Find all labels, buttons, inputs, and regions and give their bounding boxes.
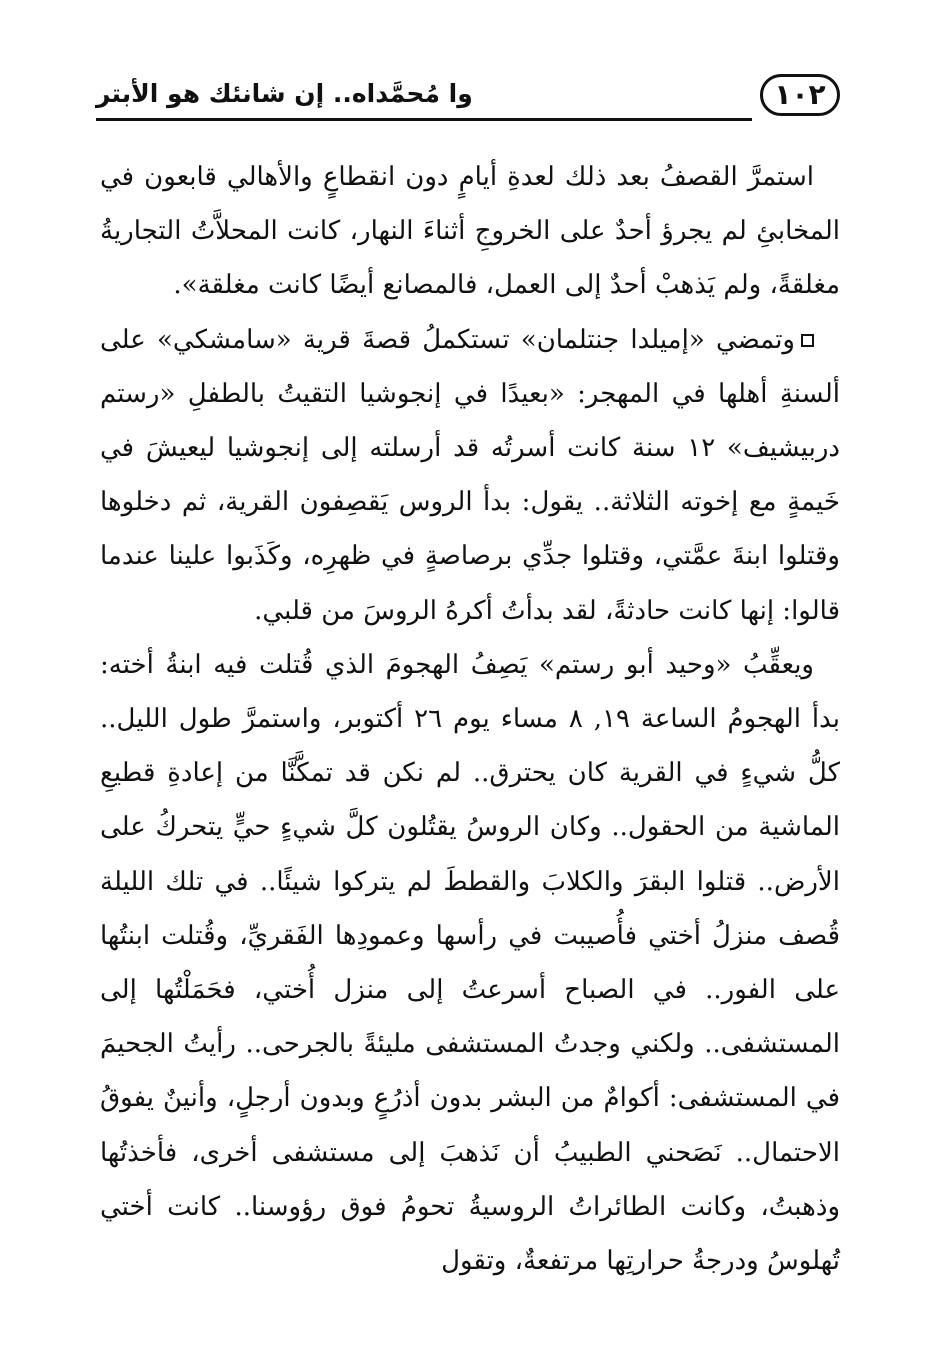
paragraph-text: وتمضي «إميلدا جنتلمان» تستكملُ قصةَ قرية «سامشكي» على ألسنةِ أهلها في المهجر: «بعيدًا في إنجوشيا التقيتُ بالطفلِ «رستم دربيشيف» ١٢ سنة كانت أسرتُه قد أرسلته إلى إنجوشيا ليعيشَ في خَيمةٍ مع إخوته الثلاثة.. يقول: بدأ الروس يَقصِفون القرية، ثم دخلوها وقتلوا ابنةَ عمَّتي، وقتلوا جدِّي برصاصةٍ في ظهرِه، وكَذَبوا علينا عندما قالوا: إنها كانت حادثةً، لقد بدأتُ أكرهُ الروسَ من قلبي.	[100, 324, 840, 626]
paragraph	[100, 313, 840, 638]
book-title: وا مُحمَّداه.. إن شانئك هو الأبتر	[96, 79, 473, 108]
running-header	[96, 66, 840, 126]
paragraph-text: استمرَّ القصفُ بعد ذلك لعدةِ أيامٍ دون انقطاعٍ والأهالي قابعون في المخابئِ لم يجرؤ أحدٌ على الخروجِ أثناءَ النهار، كانت المحلاَّتُ التجاريةُ مغلقةً، ولم يَذهبْ أحدٌ إلى العمل، فالمصانع أيضًا كانت مغلقة».	[100, 162, 840, 301]
paragraph	[100, 150, 840, 313]
header-rule	[96, 118, 752, 121]
paragraph	[100, 638, 840, 1288]
page-number-frame	[760, 74, 840, 116]
section-marker-icon	[801, 334, 814, 347]
page-number: ١٠٢	[774, 78, 826, 111]
paragraph-text: ويعقِّبُ «وحيد أبو رستم» يَصِفُ الهجومَ الذي قُتلت فيه ابنةُ أخته: بدأ الهجومُ الساعة ١٩, ٨ مساء يوم ٢٦ أكتوبر، واستمرَّ طول الليل.. كلُّ شيءٍ في القرية كان يحترق.. لم نكن قد تمكَّنَّا من إعادةِ قطيعِ الماشية من الحقول.. وكان الروسُ يقتُلون كلَّ شيءٍ حيٍّ يتحركُ على الأرض.. قتلوا البقرَ والكلابَ والقططَ لم يتركوا شيئًا.. في تلك الليلة قُصف منزلُ أختي فأُصيبت في رأسها وعمودِها الفَقريِّ، وقُتلت ابنتُها على الفور.. في الصباح أسرعتُ إلى منزل أُختي، فحَمَلْتُها إلى المستشفى.. ولكني وجدتُ المستشفى مليئةً بالجرحى.. رأيتُ الجحيمَ في المستشفى: أكوامٌ من البشر بدون أذرُعٍ وبدون أرجلٍ، وأنينٌ يفوقُ الاحتمال.. نَصَحني الطبيبُ أن نَذهبَ إلى مستشفى أخرى، فأخذتُها وذهبتُ، وكانت الطائراتُ الروسيةُ تحومُ فوق رؤوسنا.. كانت أختي تُهلوسُ ودرجةُ حرارتِها مرتفعةٌ، وتقول	[100, 649, 841, 1277]
body-text	[100, 150, 840, 1288]
